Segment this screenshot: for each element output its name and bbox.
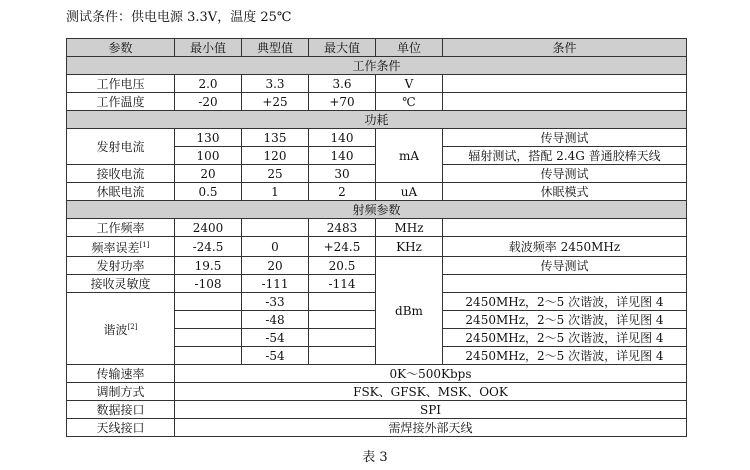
- unit-cell: uA: [376, 183, 443, 201]
- max-cell: [309, 311, 376, 329]
- max-cell: 140: [309, 129, 376, 147]
- max-cell: [309, 293, 376, 311]
- header-param: 参数: [67, 39, 175, 57]
- param-cell: 工作电压: [67, 75, 175, 93]
- typ-cell: 120: [242, 147, 309, 165]
- table-row: [67, 129, 687, 147]
- typ-cell: 1: [242, 183, 309, 201]
- header-max: 最大值: [309, 39, 376, 57]
- table-row: [67, 401, 687, 419]
- section-row-power: [67, 111, 687, 129]
- typ-cell: -54: [242, 347, 309, 365]
- param-cell: 接收电流: [67, 165, 175, 183]
- param-cell: [67, 293, 175, 365]
- max-cell: 30: [309, 165, 376, 183]
- unit-cell: dBm: [376, 257, 443, 365]
- condition-cell: 2450MHz，2～5 次谐波，详见图 4: [443, 329, 687, 347]
- param-cell: 传输速率: [67, 365, 175, 383]
- typ-cell: [242, 219, 309, 237]
- table-row: [67, 183, 687, 201]
- min-cell: 2.0: [175, 75, 242, 93]
- param-cell: 发射电流: [67, 129, 175, 165]
- table-caption: 表 3: [362, 450, 388, 465]
- table-row: [67, 219, 687, 237]
- spec-table: [66, 38, 687, 437]
- min-cell: -24.5: [175, 237, 242, 257]
- condition-cell: 2450MHz，2～5 次谐波，详见图 4: [443, 311, 687, 329]
- unit-cell: MHz: [376, 219, 443, 237]
- condition-cell: [443, 93, 687, 111]
- unit-cell: V: [376, 75, 443, 93]
- typ-cell: 20: [242, 257, 309, 275]
- value-cell: 需焊接外部天线: [175, 419, 687, 437]
- max-cell: 20.5: [309, 257, 376, 275]
- footnote-mark: [1]: [139, 241, 150, 249]
- table-row: [67, 75, 687, 93]
- test-condition-note: 测试条件：供电电源 3.3V，温度 25℃: [66, 10, 292, 25]
- param-cell: 调制方式: [67, 383, 175, 401]
- max-cell: -114: [309, 275, 376, 293]
- condition-cell: 2450MHz，2～5 次谐波，详见图 4: [443, 347, 687, 365]
- typ-cell: 135: [242, 129, 309, 147]
- max-cell: 3.6: [309, 75, 376, 93]
- param-cell: 工作频率: [67, 219, 175, 237]
- min-cell: [175, 293, 242, 311]
- table-row: [67, 419, 687, 437]
- param-cell: 工作温度: [67, 93, 175, 111]
- min-cell: 2400: [175, 219, 242, 237]
- condition-cell: 2450MHz，2～5 次谐波，详见图 4: [443, 293, 687, 311]
- max-cell: 2483: [309, 219, 376, 237]
- min-cell: 20: [175, 165, 242, 183]
- typ-cell: 25: [242, 165, 309, 183]
- condition-cell: 传导测试: [443, 257, 687, 275]
- param-cell: 数据接口: [67, 401, 175, 419]
- min-cell: [175, 347, 242, 365]
- min-cell: 0.5: [175, 183, 242, 201]
- min-cell: [175, 311, 242, 329]
- table-row: [67, 365, 687, 383]
- header-condition: 条件: [443, 39, 687, 57]
- max-cell: 140: [309, 147, 376, 165]
- unit-cell: KHz: [376, 237, 443, 257]
- table-row: [67, 93, 687, 111]
- header-row: [67, 39, 687, 57]
- min-cell: 19.5: [175, 257, 242, 275]
- max-cell: [309, 347, 376, 365]
- max-cell: +24.5: [309, 237, 376, 257]
- param-cell: 发射功率: [67, 257, 175, 275]
- typ-cell: -33: [242, 293, 309, 311]
- max-cell: +70: [309, 93, 376, 111]
- typ-cell: +25: [242, 93, 309, 111]
- param-cell: 接收灵敏度: [67, 275, 175, 293]
- value-cell: FSK、GFSK、MSK、OOK: [175, 383, 687, 401]
- min-cell: [175, 329, 242, 347]
- value-cell: 0K～500Kbps: [175, 365, 687, 383]
- unit-cell: mA: [376, 129, 443, 183]
- min-cell: -108: [175, 275, 242, 293]
- condition-cell: 辐射测试，搭配 2.4G 普通胶棒天线: [443, 147, 687, 165]
- section-row-rf: [67, 201, 687, 219]
- header-min: 最小值: [175, 39, 242, 57]
- condition-cell: [443, 219, 687, 237]
- header-typ: 典型值: [242, 39, 309, 57]
- section-row-working: [67, 57, 687, 75]
- condition-cell: [443, 75, 687, 93]
- typ-cell: -111: [242, 275, 309, 293]
- footnote-mark: [2]: [127, 323, 138, 331]
- typ-cell: 0: [242, 237, 309, 257]
- table-row: [67, 257, 687, 275]
- param-label: 频率误差: [91, 241, 140, 255]
- unit-cell: ℃: [376, 93, 443, 111]
- header-unit: 单位: [376, 39, 443, 57]
- typ-cell: 3.3: [242, 75, 309, 93]
- condition-cell: [443, 275, 687, 293]
- value-cell: SPI: [175, 401, 687, 419]
- param-label: 谐波: [103, 323, 128, 337]
- min-cell: 130: [175, 129, 242, 147]
- section-title: 工作条件: [67, 57, 687, 75]
- condition-cell: 传导测试: [443, 129, 687, 147]
- section-title: 功耗: [67, 111, 687, 129]
- param-cell: 天线接口: [67, 419, 175, 437]
- table-row: [67, 237, 687, 257]
- section-title: 射频参数: [67, 201, 687, 219]
- param-cell: 休眠电流: [67, 183, 175, 201]
- min-cell: -20: [175, 93, 242, 111]
- param-cell: [67, 237, 175, 257]
- condition-cell: 休眠模式: [443, 183, 687, 201]
- min-cell: 100: [175, 147, 242, 165]
- typ-cell: -54: [242, 329, 309, 347]
- max-cell: 2: [309, 183, 376, 201]
- max-cell: [309, 329, 376, 347]
- condition-cell: 载波频率 2450MHz: [443, 237, 687, 257]
- table-row: [67, 383, 687, 401]
- condition-cell: 传导测试: [443, 165, 687, 183]
- typ-cell: -48: [242, 311, 309, 329]
